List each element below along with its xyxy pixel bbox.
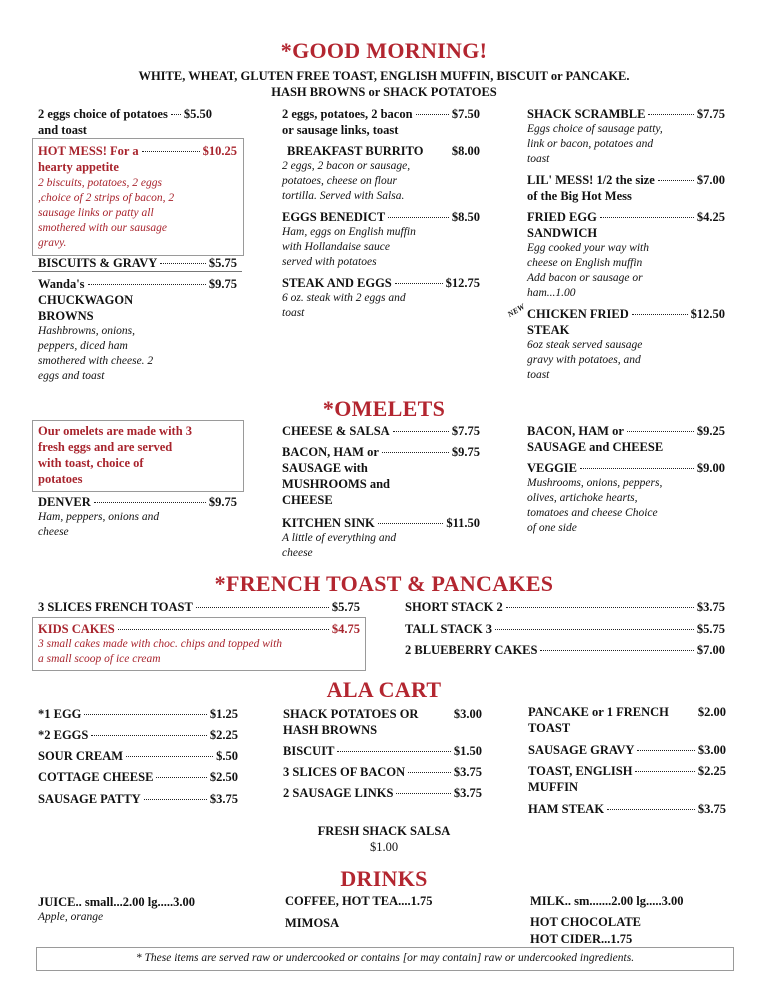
burrito-desc: 2 eggs, 2 bacon or sausage, potatoes, cheese on flour tortilla. Served with Salsa. xyxy=(282,160,411,202)
biscuit-item: BISCUIT $1.50 xyxy=(283,744,482,758)
toast-muffin-line2: MUFFIN xyxy=(528,780,578,794)
hot-mess-line2: hearty appetite xyxy=(38,160,119,174)
juice-desc: Apple, orange xyxy=(38,911,104,923)
fresh-salsa-price: $1.00 xyxy=(369,840,399,854)
tall-stack-item: TALL STACK 3 $5.75 xyxy=(405,622,725,636)
lil-mess-item: LIL' MESS! 1/2 the size $7.00 xyxy=(527,173,725,187)
shack-scramble-item: SHACK SCRAMBLE $7.75 xyxy=(527,107,725,121)
steak-eggs-desc: 6 oz. steak with 2 eggs and toast xyxy=(282,292,406,319)
omelets-heading: *OMELETS xyxy=(322,396,446,421)
breakfast-burrito-item: BREAKFAST BURRITO $8.00 xyxy=(287,144,480,158)
new-badge: NEW xyxy=(505,302,527,319)
sausage-gravy-item: SAUSAGE GRAVY $3.00 xyxy=(528,743,726,757)
blueberry-cakes-item: 2 BLUEBERRY CAKES $7.00 xyxy=(405,643,725,657)
divider xyxy=(32,271,242,272)
denver-desc: Ham, peppers, onions and cheese xyxy=(38,511,160,538)
sausage-patty-item: SAUSAGE PATTY $3.75 xyxy=(38,792,238,806)
chicken-fried-steak-item: CHICKEN FRIED $12.50 xyxy=(527,307,725,321)
ham-steak-item: HAM STEAK $3.75 xyxy=(528,802,726,816)
footer-disclaimer: * These items are served raw or undercooked or contains [or may contain] raw or undercooked ingredients. xyxy=(135,952,635,964)
drinks-heading: DRINKS xyxy=(340,866,428,891)
shack-potatoes-item: SHACK POTATOES OR $3.00 xyxy=(283,707,482,721)
shack-potatoes-line2: HASH BROWNS xyxy=(283,723,378,737)
sausage-links-item: 2 SAUSAGE LINKS $3.75 xyxy=(283,786,482,800)
scramble-desc: Eggs choice of sausage patty, link or bacon, potatoes and toast xyxy=(527,123,663,165)
biscuits-gravy-item: BISCUITS & GRAVY $5.75 xyxy=(38,256,237,270)
hot-mess-desc: 2 biscuits, potatoes, 2 eggs ,choice of 2 strips of bacon, 2 sausage links or patty all smothered with our sausage gravy. xyxy=(38,177,175,249)
juice-item: JUICE.. small...2.00 lg.....3.00 xyxy=(38,895,195,909)
coffee-tea-item: COFFEE, HOT TEA....1.75 xyxy=(285,894,433,908)
lil-mess-line2: of the Big Hot Mess xyxy=(527,189,632,203)
two-eggs-item: 2 eggs choice of potatoes $5.50 xyxy=(38,107,212,121)
eggs-benedict-item: EGGS BENEDICT $8.50 xyxy=(282,210,480,224)
bacon-ham-mushroom-lines: SAUSAGE with MUSHROOMS and CHEESE xyxy=(282,461,391,507)
hot-mess-item: HOT MESS! For a $10.25 xyxy=(38,144,237,158)
fried-egg-line2: SANDWICH xyxy=(527,226,598,240)
fried-egg-desc: Egg cooked your way with cheese on English muffin Add bacon or sausage or ham...1.00 xyxy=(527,242,650,299)
kitchen-sink-item: KITCHEN SINK $11.50 xyxy=(282,516,480,530)
kitchen-desc: A little of everything and cheese xyxy=(282,532,397,559)
kids-cakes-item: KIDS CAKES $4.75 xyxy=(38,622,360,636)
steak-eggs-item: STEAK AND EGGS $12.75 xyxy=(282,276,480,290)
two-eggs-side-item: *2 EGGS $2.25 xyxy=(38,728,238,742)
one-egg-item: *1 EGG $1.25 xyxy=(38,707,238,721)
sour-cream-item: SOUR CREAM $.50 xyxy=(38,749,238,763)
short-stack-item: SHORT STACK 2 $3.75 xyxy=(405,600,725,614)
veggie-item: VEGGIE $9.00 xyxy=(527,461,725,475)
three-slices-item: 3 SLICES FRENCH TOAST $5.75 xyxy=(38,600,360,614)
benedict-desc: Ham, eggs on English muffin with Hollandaise sauce served with potatoes xyxy=(282,226,416,268)
hot-chocolate-item: HOT CHOCOLATE xyxy=(530,915,642,929)
denver-item: DENVER $9.75 xyxy=(38,495,237,509)
fresh-salsa-name: FRESH SHACK SALSA xyxy=(317,824,451,838)
ala-cart-heading: ALA CART xyxy=(326,677,442,702)
eggs-bacon-line2: or sausage links, toast xyxy=(282,123,399,137)
good-morning-heading: *GOOD MORNING! xyxy=(280,38,488,63)
good-morning-subtitle-1: WHITE, WHEAT, GLUTEN FREE TOAST, ENGLISH MUFFIN, BISCUIT or PANCAKE. xyxy=(138,69,630,83)
fried-egg-item: FRIED EGG $4.25 xyxy=(527,210,725,224)
omelets-note: Our omelets are made with 3 fresh eggs and are served with toast, choice of potatoes xyxy=(38,424,193,486)
chicken-desc: 6oz steak served sausage gravy with potatoes, and toast xyxy=(527,339,643,381)
bacon-ham-sausage-item: BACON, HAM or $9.25 xyxy=(527,424,725,438)
cheese-salsa-item: CHEESE & SALSA $7.75 xyxy=(282,424,480,438)
kids-cakes-desc: 3 small cakes made with choc. chips and topped with a small scoop of ice cream xyxy=(38,638,283,665)
cottage-cheese-item: COTTAGE CHEESE $2.50 xyxy=(38,770,238,784)
milk-item: MILK.. sm.......2.00 lg.....3.00 xyxy=(530,894,684,908)
two-eggs-line2: and toast xyxy=(38,123,87,137)
bhs-line2: SAUSAGE and CHEESE xyxy=(527,440,664,454)
bacon-ham-mushroom-item: BACON, HAM or $9.75 xyxy=(282,445,480,459)
wandas-desc: Hashbrowns, onions, peppers, diced ham smothered with cheese. 2 eggs and toast xyxy=(38,325,154,382)
pancake-line2: TOAST xyxy=(528,721,571,735)
hot-cider-item: HOT CIDER...1.75 xyxy=(530,932,633,946)
wandas-item: Wanda's $9.75 xyxy=(38,277,237,291)
pancake-french-toast-item: PANCAKE or 1 FRENCH $2.00 xyxy=(528,705,726,719)
wandas-line3: BROWNS xyxy=(38,309,94,323)
veggie-desc: Mushrooms, onions, peppers, olives, artichoke hearts, tomatoes and cheese Choice of one side xyxy=(527,477,663,534)
french-toast-heading: *FRENCH TOAST & PANCAKES xyxy=(214,571,554,596)
mimosa-item: MIMOSA xyxy=(285,916,340,930)
wandas-line2: CHUCKWAGON xyxy=(38,293,134,307)
good-morning-subtitle-2: HASH BROWNS or SHACK POTATOES xyxy=(271,85,497,99)
chicken-line2: STEAK xyxy=(527,323,570,337)
toast-muffin-item: TOAST, ENGLISH $2.25 xyxy=(528,764,726,778)
bacon-slices-item: 3 SLICES OF BACON $3.75 xyxy=(283,765,482,779)
eggs-bacon-item: 2 eggs, potatoes, 2 bacon $7.50 xyxy=(282,107,480,121)
